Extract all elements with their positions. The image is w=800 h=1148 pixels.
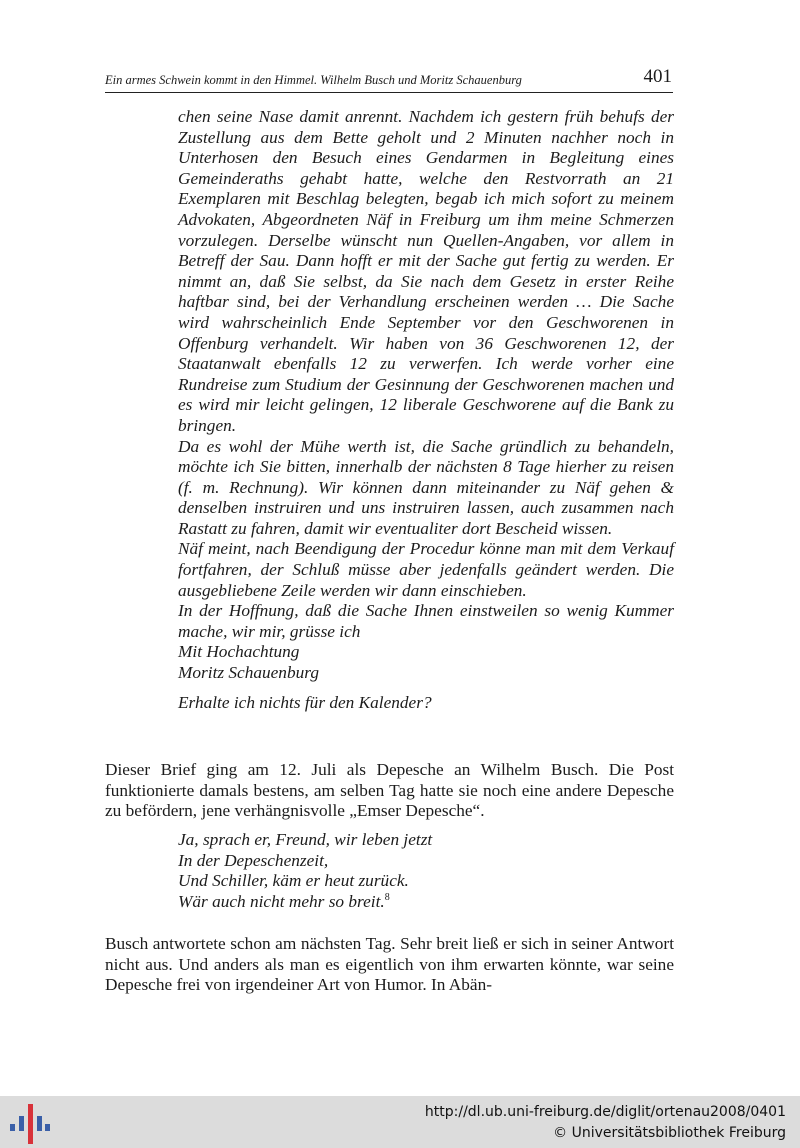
- page-number: 401: [643, 66, 672, 87]
- ub-freiburg-logo-icon: [10, 1102, 50, 1144]
- letter-paragraph: Da es wohl der Mühe werth ist, die Sache gründlich zu behandeln, möchte ich Sie bitten, innerhalb der nächsten 8 Tage hierher zu reisen (f. m. Rechnung). Wir können dann miteinander zu Näf gehen & denselben instruiren und uns instruiren lassen, auch zusammen nach Rastatt zu fahren, damit wir eventualiter dort Bescheid wissen.: [178, 436, 674, 538]
- poem-line: Wär auch nicht mehr so breit.: [178, 891, 385, 911]
- footnote-marker: 8: [384, 892, 390, 904]
- running-head: Ein armes Schwein kommt in den Himmel. Wilhelm Busch und Moritz Schauenburg: [105, 73, 522, 87]
- body-paragraph: Busch antwortete schon am nächsten Tag. Sehr breit ließ er sich in seiner Antwort nicht aus. Und anders als man es eigentlich von ihm erwarten könnte, war seine Depesche frei von irgendeiner Art von Humor. In Abän-: [105, 934, 674, 995]
- poem-line: Und Schiller, käm er heut zurück.: [178, 871, 409, 891]
- footer-copyright: © Universitätsbibliothek Freiburg: [553, 1125, 786, 1141]
- letter-paragraph: Näf meint, nach Beendigung der Procedur könne man mit dem Verkauf fortfahren, der Schluß müsse aber jedenfalls geändert werden. Die ausgebliebene Zeile werden wir dann einschieben.: [178, 539, 674, 600]
- letter-paragraph: chen seine Nase damit anrennt. Nachdem ich gestern früh behufs der Zustellung aus dem Bette geholt und 2 Minuten nachher noch in Unterhosen den Besuch eines Gendarmen in Begleitung eines Gemeinderaths gehabt hatte, welche den Restvorrath an 21 Exemplaren mit Beschlag belegten, begab ich mich sofort zu meinem Advokaten, Abgeordneten Näf in Freiburg um ihm meine Schmerzen vorzulegen. Derselbe wünscht nun Quellen-Angaben, vor allem in Betreff der Sau. Dann hofft er mit der Sache gut fertig zu werden. Er nimmt an, daß Sie selbst, da Sie nach dem Gesetz in erster Reihe haftbar sind, bei der Verhandlung erscheinen werden … Die Sache wird wahrscheinlich Ende September vor den Geschworenen in Offenburg verhandelt. Wir haben von 36 Geschworenen 12, der Staatanwalt ebenfalls 12 zu verwerfen. Ich werde vorher eine Rundreise zum Studium der Gesinnung der Geschworenen machen und es wird mir leicht gelingen, 12 liberale Geschworene auf die Bank zu bringen.: [178, 107, 674, 435]
- poem-line: In der Depeschenzeit,: [178, 850, 329, 870]
- footer-bar: [0, 1096, 800, 1148]
- letter-closing: Mit Hochachtung: [178, 642, 300, 662]
- quoted-letter: [178, 107, 674, 713]
- letter-signature: Moritz Schauenburg: [178, 663, 319, 683]
- footer-url-link[interactable]: http://dl.ub.uni-freiburg.de/diglit/ortenau2008/0401: [424, 1104, 786, 1120]
- poem: [178, 830, 432, 912]
- letter-paragraph: In der Hoffnung, daß die Sache Ihnen einstweilen so wenig Kummer mache, wir mir, grüsse ich: [178, 601, 674, 641]
- poem-line-last: [178, 892, 432, 913]
- body-paragraph: Dieser Brief ging am 12. Juli als Depesche an Wilhelm Busch. Die Post funktionierte damals bestens, am selben Tag hatte sie noch eine andere Depesche zu befördern, jene verhängnisvolle „Emser Depesche“.: [105, 760, 674, 821]
- header-rule: [105, 92, 673, 93]
- poem-line: Ja, sprach er, Freund, wir leben jetzt: [178, 830, 433, 849]
- letter-postscript: Erhalte ich nichts für den Kalender?: [178, 692, 432, 712]
